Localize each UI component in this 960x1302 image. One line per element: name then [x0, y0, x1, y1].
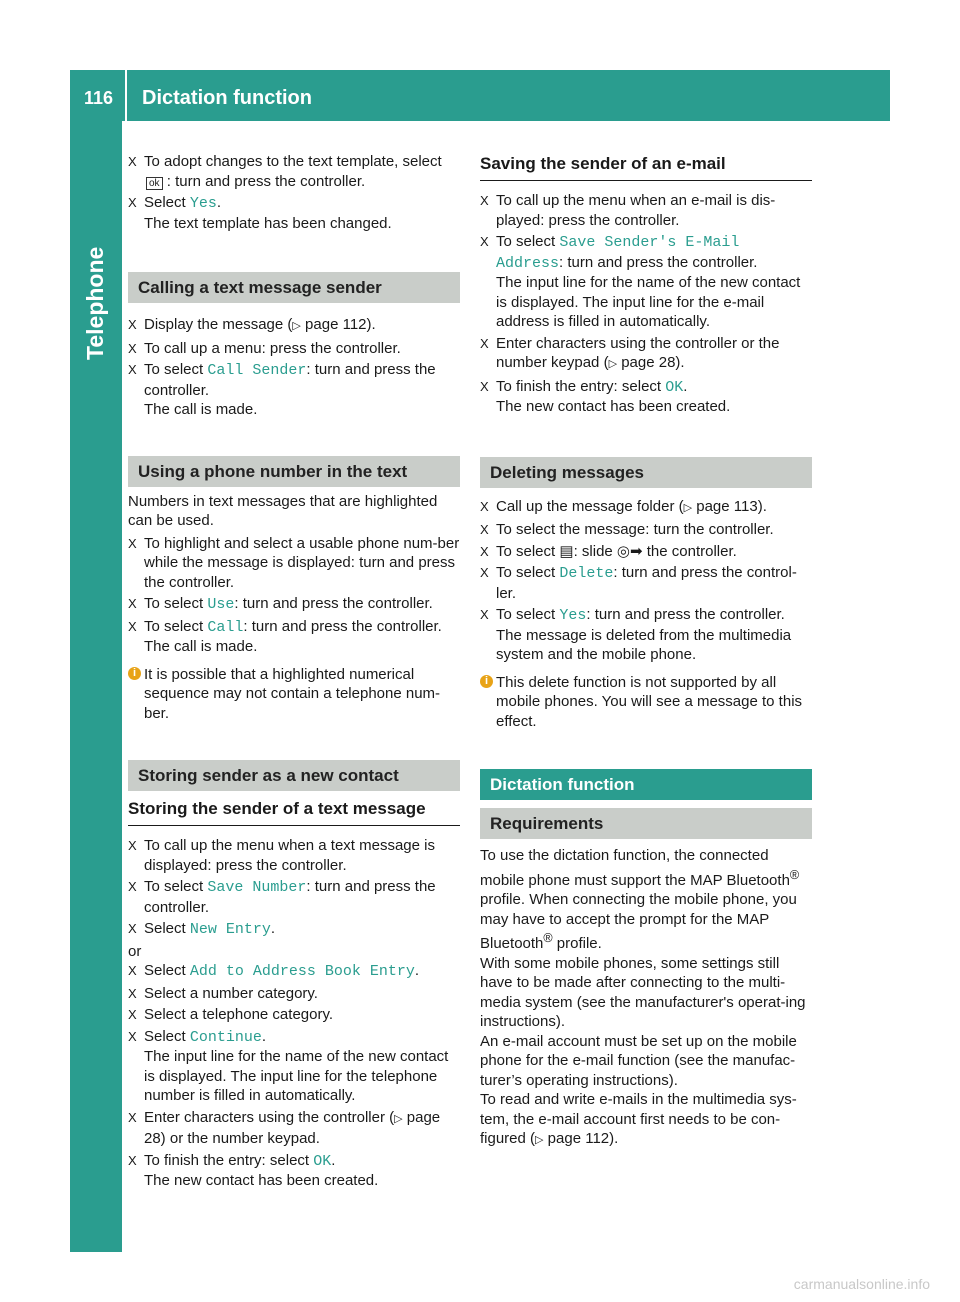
step-result: The text template has been changed. [144, 214, 392, 232]
info-text: It is possible that a highlighted numerical sequence may not contain a telephone num-ber. [144, 665, 441, 722]
section-tab [70, 121, 122, 1252]
step-arrow-icon: X [128, 1109, 137, 1125]
step-text: : turn and press the controller. [144, 878, 436, 916]
page-ref-icon: ▷ [292, 320, 301, 332]
step-arrow-icon: X [128, 195, 137, 210]
step-text: . [414, 962, 420, 979]
step-text: To adopt changes to the text template, select [144, 153, 442, 170]
step [480, 605, 812, 665]
step-text: To select [144, 878, 208, 895]
step-text: Select [144, 962, 190, 979]
page-ref: page 28) or the number keypad. [144, 1108, 441, 1147]
section-heading: Using a phone number in the text [128, 456, 460, 487]
step [480, 542, 812, 562]
step-arrow-icon: X [128, 1152, 137, 1168]
page-ref-icon: ▷ [608, 358, 618, 370]
step-text: Select a number category. [144, 984, 318, 1002]
step-text: To select [144, 361, 208, 378]
step-arrow-icon: X [128, 154, 137, 169]
paragraph: With some mobile phones, some settings still have to be made after connecting to the multi-media system (see the manufacturer's operat-ing instructions). [480, 954, 806, 1030]
step-arrow-icon: X [480, 522, 489, 537]
step [480, 497, 812, 519]
paragraph: An e-mail account must be set up on the mobile phone for the e-mail function (see the manufac-turer’s operating instructions). [480, 1032, 797, 1089]
step-text: To select the message: turn the controller. [496, 521, 774, 538]
menu-item-use: Use [207, 596, 235, 613]
step-result: The call is made. [144, 401, 258, 418]
step-text: To select [144, 595, 208, 612]
step-result: The input line for the name of the new contact is displayed. The input line for the e-mail address is filled in automatically. [496, 274, 801, 330]
step-text: : turn and press the controller. [586, 606, 785, 623]
step-text: Select [144, 1027, 190, 1045]
step [480, 334, 812, 375]
step-text: To select [144, 617, 208, 635]
section-heading: Deleting messages [480, 457, 812, 488]
paragraph-text: To use the dictation function, the connected mobile phone must support the MAP Bluetooth [480, 847, 790, 889]
step-arrow-icon: X [128, 879, 137, 894]
step-arrow-icon: X [128, 340, 137, 356]
info-note [128, 665, 460, 724]
menu-item-ok: OK [665, 378, 684, 396]
menu-item-yes: Yes [189, 195, 217, 212]
step-text: Display the message ( [144, 316, 293, 333]
step [128, 836, 460, 875]
step [128, 617, 460, 657]
paragraph-text: profile. [552, 935, 602, 952]
step-text: To call up a menu: press the controller. [144, 339, 401, 357]
or-text: or [128, 942, 142, 960]
step-arrow-icon: X [480, 193, 489, 208]
step-result: The input line for the name of the new contact is displayed. The input line for the telephone number is filled in automatically. [144, 1048, 449, 1104]
page-ref: page 113). [696, 497, 767, 515]
step-text: To select [496, 542, 560, 560]
paragraph: Numbers in text messages that are highlighted can be used. [128, 492, 438, 529]
menu-item-ok: OK [313, 1152, 332, 1170]
registered-mark: ® [543, 931, 553, 945]
ok-key-icon: ok [146, 177, 163, 190]
paragraph-text: profile. When connecting the mobile phone, you may have to accept the prompt for the MAP Bluetooth [480, 891, 797, 952]
step [128, 919, 460, 940]
step-text: Call up the message folder ( [496, 497, 684, 515]
page-ref: page 112). [305, 316, 376, 333]
step-text: . [270, 920, 276, 937]
section-heading: Requirements [480, 808, 812, 839]
menu-item-save-senders-email-address: Save Sender's E-Mail Address [496, 234, 740, 272]
info-icon: i [128, 667, 141, 680]
step-text: To highlight and select a usable phone num-ber while the message is displayed: turn and press the controller. [144, 534, 460, 591]
menu-item-new-entry: New Entry [189, 921, 271, 938]
step-arrow-icon: X [128, 838, 137, 853]
paragraph [480, 846, 812, 954]
menu-item-save-number: Save Number [207, 879, 307, 896]
page-ref-icon: ▷ [535, 1134, 544, 1146]
step-text: To call up the menu when an e-mail is dis-played: press the controller. [496, 192, 776, 229]
step-arrow-icon: X [128, 535, 137, 551]
menu-item-call: Call [207, 618, 244, 636]
step-text: : slide [573, 542, 617, 560]
step [128, 1027, 460, 1106]
step-arrow-icon: X [128, 985, 137, 1001]
watermark: carmanualsonline.info [793, 1276, 930, 1292]
subsection-heading: Saving the sender of an e-mail [480, 152, 812, 181]
step [480, 563, 812, 603]
page-ref: page 28). [621, 354, 685, 371]
step-text: Enter characters using the controller ( [144, 1108, 395, 1126]
step-arrow-icon: X [128, 317, 137, 332]
step-text: : turn and press the controller. [559, 253, 758, 271]
controller-slide-icon: ◎➡ [616, 542, 643, 560]
section-heading: Storing sender as a new contact [128, 760, 460, 791]
menu-item-yes: Yes [559, 607, 587, 624]
subsection-heading: Storing the sender of a text message [128, 797, 460, 826]
page-ref-icon: ▷ [683, 501, 693, 514]
step-text: . [683, 377, 688, 395]
step-text: the controller. [642, 542, 737, 560]
page-header [70, 70, 890, 121]
step-text: : turn and press the controller. [162, 172, 366, 190]
step [128, 1151, 460, 1191]
menu-item-delete: Delete [559, 565, 614, 582]
step-text: To select [496, 606, 560, 623]
step-text: : turn and press the controller. [243, 617, 442, 635]
step-text: Select [144, 920, 190, 937]
step-text: To select [496, 233, 560, 250]
step-text: To call up the menu when a text message is displayed: press the controller. [144, 837, 435, 874]
step-result: The new contact has been created. [144, 1172, 379, 1189]
step [128, 1108, 460, 1149]
page-title: Dictation function [142, 87, 312, 109]
step-text: : turn and press the control-ler. [496, 564, 797, 602]
step [128, 315, 460, 337]
step-arrow-icon: X [128, 596, 137, 611]
page-number: 116 [84, 88, 114, 108]
info-note [480, 673, 812, 732]
step [480, 377, 812, 417]
step [480, 232, 812, 332]
page-ref-icon: ▷ [394, 1112, 403, 1125]
message-folder-icon: ▤ [559, 542, 574, 560]
step [480, 520, 812, 540]
step-text: . [261, 1027, 267, 1045]
step-text: . [331, 1151, 336, 1169]
step-text: : turn and press the controller. [234, 595, 433, 612]
step [128, 984, 460, 1004]
step-text: To finish the entry: select [144, 1151, 314, 1169]
step-arrow-icon: X [480, 378, 489, 394]
step-arrow-icon: X [480, 543, 489, 559]
step [128, 594, 460, 615]
step-text: Enter characters using the controller or the number keypad ( [496, 334, 780, 371]
header-divider [125, 70, 127, 121]
step-arrow-icon: X [128, 1007, 137, 1022]
step-arrow-icon: X [480, 234, 489, 249]
paragraph [480, 1090, 812, 1151]
step [128, 1005, 460, 1025]
info-text: This delete function is not supported by all mobile phones. You will see a message to this effect. [496, 673, 803, 730]
step [128, 877, 460, 917]
step [128, 534, 460, 593]
left-column [128, 152, 460, 1193]
step-text: Select a telephone category. [144, 1006, 334, 1023]
step [480, 191, 812, 230]
step-result: The new contact has been created. [496, 398, 731, 415]
step [128, 193, 460, 233]
section-tab-label: Telephone [82, 246, 108, 360]
step-arrow-icon: X [480, 607, 489, 622]
step-arrow-icon: X [480, 335, 489, 351]
step [128, 961, 460, 982]
menu-item-continue: Continue [189, 1028, 262, 1046]
paragraph-text: To read and write e-mails in the multimedia sys-tem, the e-mail account first needs to be con-figured ( [480, 1091, 797, 1147]
section-heading: Calling a text message sender [128, 272, 460, 303]
step-arrow-icon: X [480, 565, 489, 580]
step-result: The call is made. [144, 638, 258, 655]
right-column [480, 152, 812, 1151]
step-arrow-icon: X [128, 921, 137, 936]
registered-mark: ® [789, 867, 800, 882]
info-icon: i [480, 675, 493, 688]
menu-item-add-to-address-book-entry: Add to Address Book Entry [189, 963, 415, 980]
step [128, 152, 460, 191]
step-arrow-icon: X [128, 963, 137, 978]
step-result: The message is deleted from the multimedia system and the mobile phone. [496, 626, 792, 663]
step-text: . [216, 194, 222, 211]
step-arrow-icon: X [128, 618, 137, 634]
step [128, 360, 460, 420]
step-text: To select [496, 564, 560, 581]
step-text: : turn and press the controller. [144, 361, 436, 399]
step [128, 339, 460, 359]
step-arrow-icon: X [480, 498, 489, 514]
step-arrow-icon: X [128, 1028, 137, 1044]
step-text: To finish the entry: select [496, 377, 666, 395]
chapter-heading: Dictation function [480, 769, 812, 800]
step-arrow-icon: X [128, 362, 137, 377]
page-ref: page 112). [547, 1130, 619, 1147]
menu-item-call-sender: Call Sender [207, 362, 307, 379]
step-text: Select [144, 194, 190, 211]
